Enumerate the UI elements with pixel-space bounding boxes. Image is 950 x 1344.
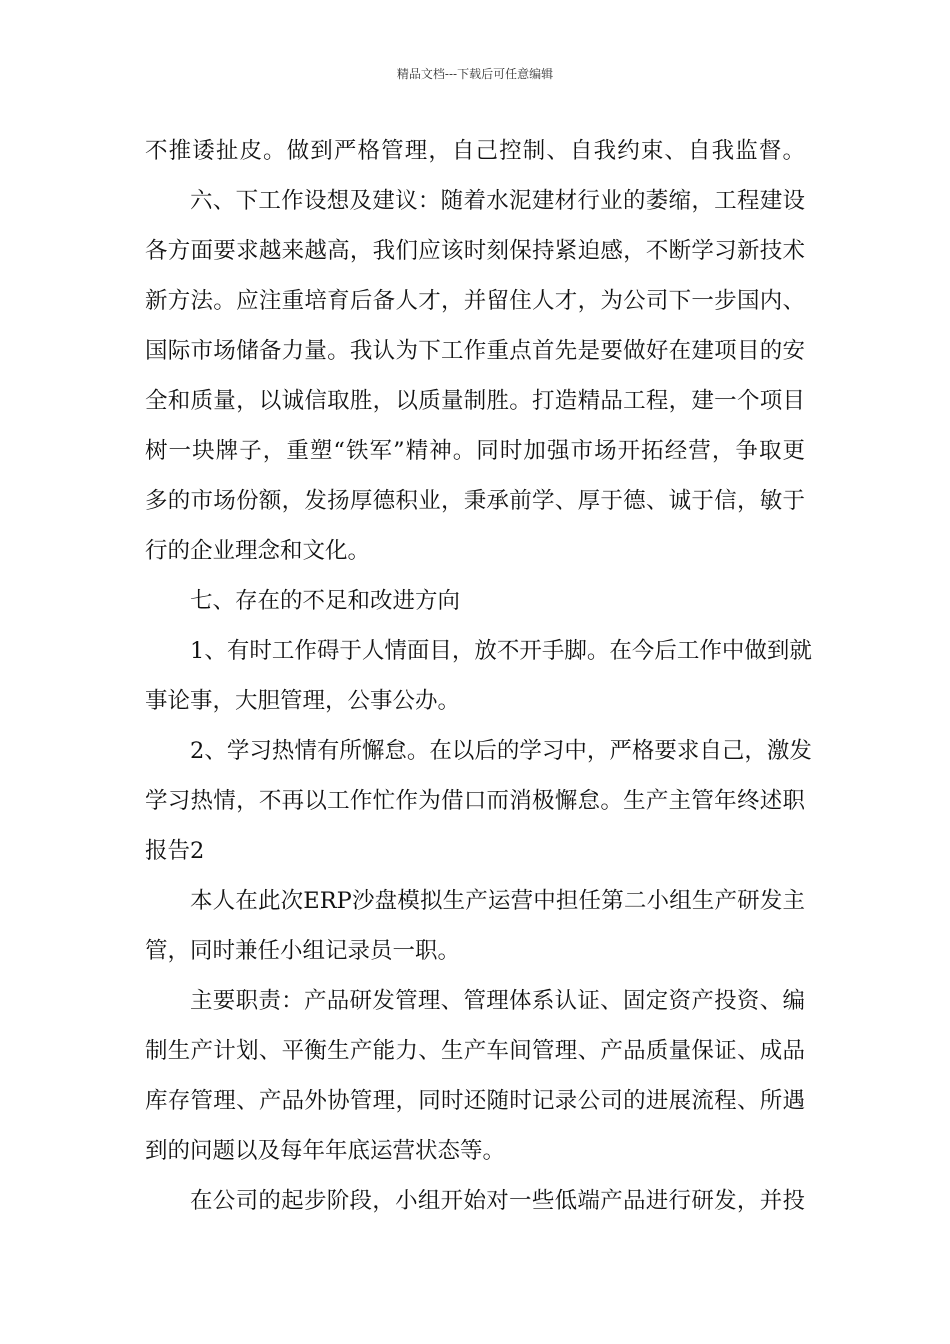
section-heading: 七、存在的不足和改进方向 xyxy=(190,588,461,614)
text-line: 各方面要求越来越高，我们应该时刻保持紧迫感，不断学习新技术 xyxy=(145,238,805,264)
text-line: 六、下工作设想及建议：随着水泥建材行业的萎缩，工程建设 xyxy=(190,188,805,214)
text-line: 事论事，大胆管理，公事公办。 xyxy=(145,688,461,714)
text-line: 库存管理、产品外协管理，同时还随时记录公司的进展流程、所遇 xyxy=(145,1088,805,1114)
text-line: 1、有时工作碍于人情面目，放不开手脚。在今后工作中做到就 xyxy=(190,638,812,664)
text-line: 学习热情，不再以工作忙作为借口而消极懈怠。生产主管年终述职 xyxy=(145,788,805,814)
page-header: 精品文档---下载后可任意编辑 xyxy=(396,67,554,81)
text-line: 报告2 xyxy=(145,838,205,864)
text-line: 树一块牌子，重塑“铁军”精神。同时加强市场开拓经营，争取更 xyxy=(145,438,805,464)
text-line: 本人在此次ERP沙盘模拟生产运营中担任第二小组生产研发主 xyxy=(190,888,805,914)
text-line: 国际市场储备力量。我认为下工作重点首先是要做好在建项目的安 xyxy=(145,338,805,364)
text-line: 新方法。应注重培育后备人才，并留住人才，为公司下一步国内、 xyxy=(145,288,805,314)
text-line: 制生产计划、平衡生产能力、生产车间管理、产品质量保证、成品 xyxy=(145,1038,805,1064)
text-line: 到的问题以及每年年底运营状态等。 xyxy=(145,1138,506,1164)
text-line: 多的市场份额，发扬厚德积业，秉承前学、厚于德、诚于信，敏于 xyxy=(145,488,805,514)
text-line: 管，同时兼任小组记录员一职。 xyxy=(145,938,461,964)
text-line: 不推诿扯皮。做到严格管理，自己控制、自我约束、自我监督。 xyxy=(145,138,805,164)
text-line: 2、学习热情有所懈怠。在以后的学习中，严格要求自己，激发 xyxy=(190,738,812,764)
text-line: 全和质量，以诚信取胜，以质量制胜。打造精品工程，建一个项目 xyxy=(145,388,805,414)
text-line: 在公司的起步阶段，小组开始对一些低端产品进行研发，并投 xyxy=(190,1188,805,1214)
text-line: 行的企业理念和文化。 xyxy=(145,538,371,564)
text-line: 主要职责：产品研发管理、管理体系认证、固定资产投资、编 xyxy=(190,988,805,1014)
